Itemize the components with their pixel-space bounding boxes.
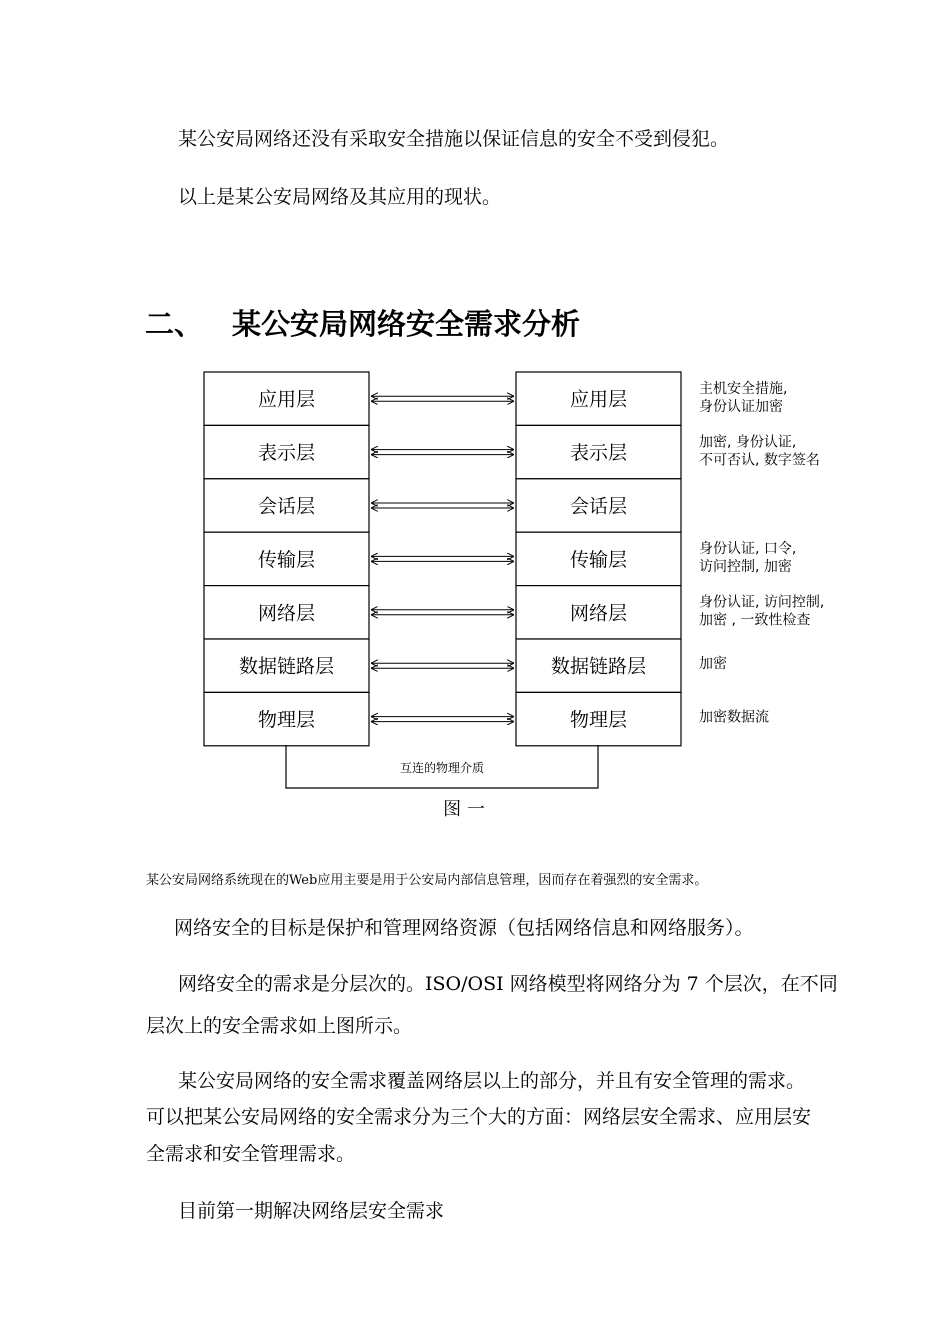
right-layer-label: 网络层 <box>569 602 628 625</box>
right-layer-label: 数据链路层 <box>550 655 647 678</box>
layer-arrows <box>371 396 514 721</box>
body-paragraph-3-line-2: 可以把某公安局网络的安全需求分为三个大的方面：网络层安全需求、应用层安 <box>146 1106 812 1128</box>
left-layer-label: 表示层 <box>257 442 316 465</box>
left-layer-label: 会话层 <box>257 495 316 518</box>
section-title: 某公安局网络安全需求分析 <box>232 307 581 341</box>
security-note-line: 加密 , 一致性检查 <box>699 612 811 629</box>
body-paragraph-2-line-1: 网络安全的需求是分层次的。ISO/OSI 网络模型将网络分为 7 个层次，在不同 <box>178 973 838 995</box>
osi-security-diagram <box>0 360 950 830</box>
body-paragraph-3-line-1: 某公安局网络的安全需求覆盖网络层以上的部分，并且有安全管理的需求。 <box>178 1070 806 1092</box>
security-note-line: 加密数据流 <box>699 709 769 726</box>
security-notes <box>699 380 824 725</box>
security-note-line: 身份认证, 口令, <box>699 541 797 558</box>
right-layer-label: 表示层 <box>569 442 628 465</box>
left-layer-label: 物理层 <box>257 709 316 732</box>
section-number: 二、 <box>145 307 204 341</box>
body-paragraph-2-line-2: 层次上的安全需求如上图所示。 <box>146 1015 413 1037</box>
body-note: 某公安局网络系统现在的Web应用主要是用于公安局内部信息管理，因而存在着强烈的安全需求。 <box>146 873 708 888</box>
left-layer-label: 应用层 <box>257 388 316 411</box>
body-paragraph-4: 目前第一期解决网络层安全需求 <box>178 1200 445 1222</box>
security-note-line: 身份认证, 访问控制, <box>699 594 825 611</box>
security-note-line: 访问控制, 加密 <box>699 559 792 576</box>
security-note-line: 加密, 身份认证, <box>699 434 797 451</box>
body-paragraph-1: 网络安全的目标是保护和管理网络资源（包括网络信息和网络服务）。 <box>174 917 754 939</box>
right-layer-label: 应用层 <box>569 388 628 411</box>
left-layer-stack <box>204 372 369 746</box>
physical-medium-label: 互连的物理介质 <box>399 761 485 775</box>
left-layer-label: 数据链路层 <box>238 655 335 678</box>
left-layer-label: 网络层 <box>257 602 316 625</box>
intro-paragraph-2: 以上是某公安局网络及其应用的现状。 <box>178 186 502 208</box>
intro-paragraph-1: 某公安局网络还没有采取安全措施以保证信息的安全不受到侵犯。 <box>178 128 730 150</box>
left-layer-label: 传输层 <box>257 548 316 571</box>
security-note-line: 身份认证加密 <box>699 399 783 415</box>
body-paragraph-3-line-3: 全需求和安全管理需求。 <box>146 1143 356 1165</box>
security-note-line: 主机安全措施, <box>699 381 788 397</box>
security-note-line: 加密 <box>699 656 727 672</box>
right-layer-label: 会话层 <box>569 495 628 518</box>
security-note-line: 不可否认, 数字签名 <box>699 452 820 469</box>
figure-caption: 图 一 <box>443 799 485 820</box>
right-layer-label: 传输层 <box>569 548 628 571</box>
right-layer-label: 物理层 <box>569 709 628 732</box>
right-layer-stack <box>516 372 681 746</box>
